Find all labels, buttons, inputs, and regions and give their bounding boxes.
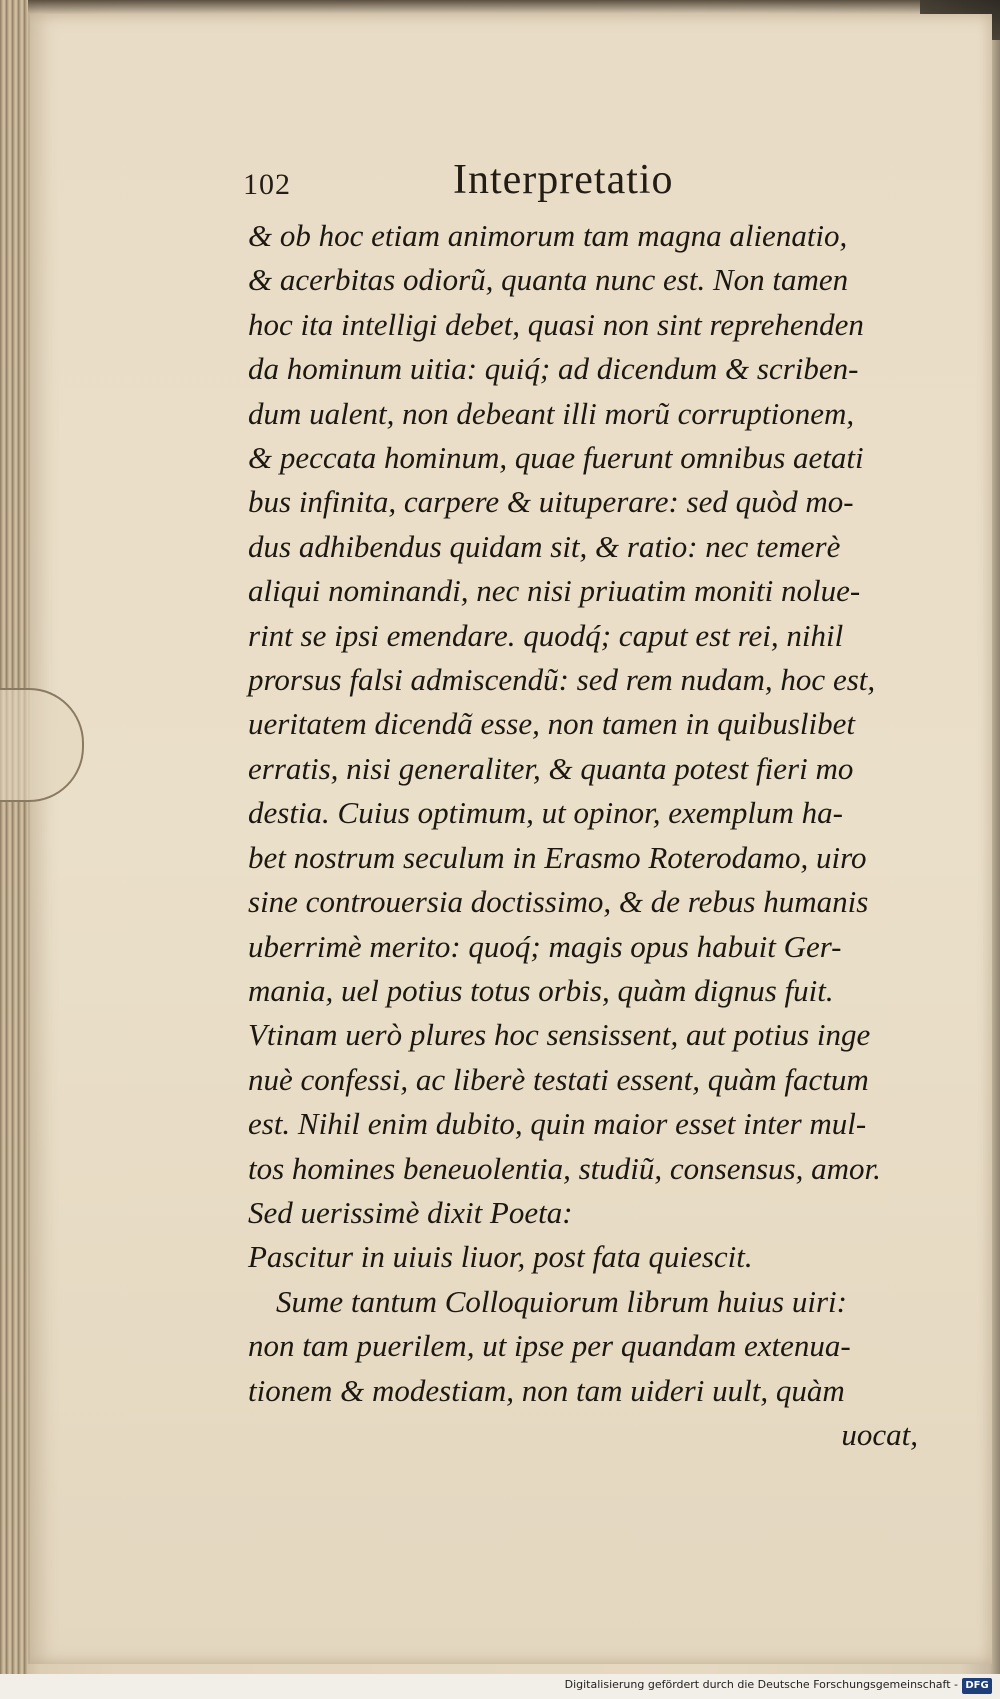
text-line: mania, uel potius totus orbis, quàm dignus fuit. [248,972,834,1008]
running-title: Interpretatio [453,157,674,203]
text-line: hoc ita intelligi debet, quasi non sint reprehenden [248,306,864,342]
verse-line: Pascitur in uiuis liuor, post fata quiescit. [248,1239,753,1275]
text-line: & acerbitas odiorũ, quanta nunc est. Non tamen [248,262,849,298]
text-line: erratis, nisi generaliter, & quanta potest fieri mo [248,750,854,786]
text-line: dum ualent, non debeant illi morũ corruptionem, [248,395,855,431]
catchword: uocat, [841,1416,918,1452]
text-line: & ob hoc etiam animorum tam magna alienatio, [248,218,848,253]
page-header [243,156,683,212]
text-line: Vtinam uerò plures hoc sensissent, aut potius inge [248,1017,871,1053]
text-line: tos homines beneuolentia, studiũ, consensus, amor. [248,1150,881,1186]
page-number: 102 [243,168,291,201]
text-line: dus adhibendus quidam sit, & ratio: nec temerè [248,528,841,564]
text-line: rint se ipsi emendare. quodq́; caput est rei, nihil [248,617,844,653]
text-line: da hominum uitia: quiq́; ad dicendum & scriben- [248,351,859,387]
text-line: bus infinita, carpere & uituperare: sed quòd mo- [248,484,854,520]
text-line: bet nostrum seculum in Erasmo Roterodamo, uiro [248,839,867,875]
text-line: uberrimè merito: quoq́; magis opus habuit Ger- [248,928,842,964]
dfg-logo: DFG [962,1678,992,1694]
text-line: est. Nihil enim dubito, quin maior esset inter mul- [248,1106,867,1142]
text-line: destia. Cuius optimum, ut opinor, exemplum ha- [248,795,843,831]
text-line: & peccata hominum, quae fuerunt omnibus aetati [248,440,864,476]
text-line: tionem & modestiam, non tam uideri uult, quàm [248,1372,845,1408]
paragraph-start-line: Sume tantum Colloquiorum librum huius uiri: [276,1283,847,1319]
page-edges [0,0,28,1699]
text-line: nuè confessi, ac liberè testati essent, quàm factum [248,1061,869,1097]
text-line: ueritatem dicendã esse, non tamen in quibuslibet [248,706,855,742]
body-text [248,214,918,1457]
text-line: Sed uerissimè dixit Poeta: [248,1194,573,1230]
funding-credit: Digitalisierung gefördert durch die Deutsche Forschungsgemeinschaft - [564,1678,958,1691]
text-line: aliqui nominandi, nec nisi priuatim moniti nolue- [248,573,861,609]
text-line: non tam puerilem, ut ipse per quandam extenua- [248,1328,851,1364]
text-line: prorsus falsi admiscendũ: sed rem nudam, hoc est, [248,662,876,698]
text-line: sine controuersia doctissimo, & de rebus humanis [248,884,869,920]
digitization-footer [0,1674,1000,1699]
